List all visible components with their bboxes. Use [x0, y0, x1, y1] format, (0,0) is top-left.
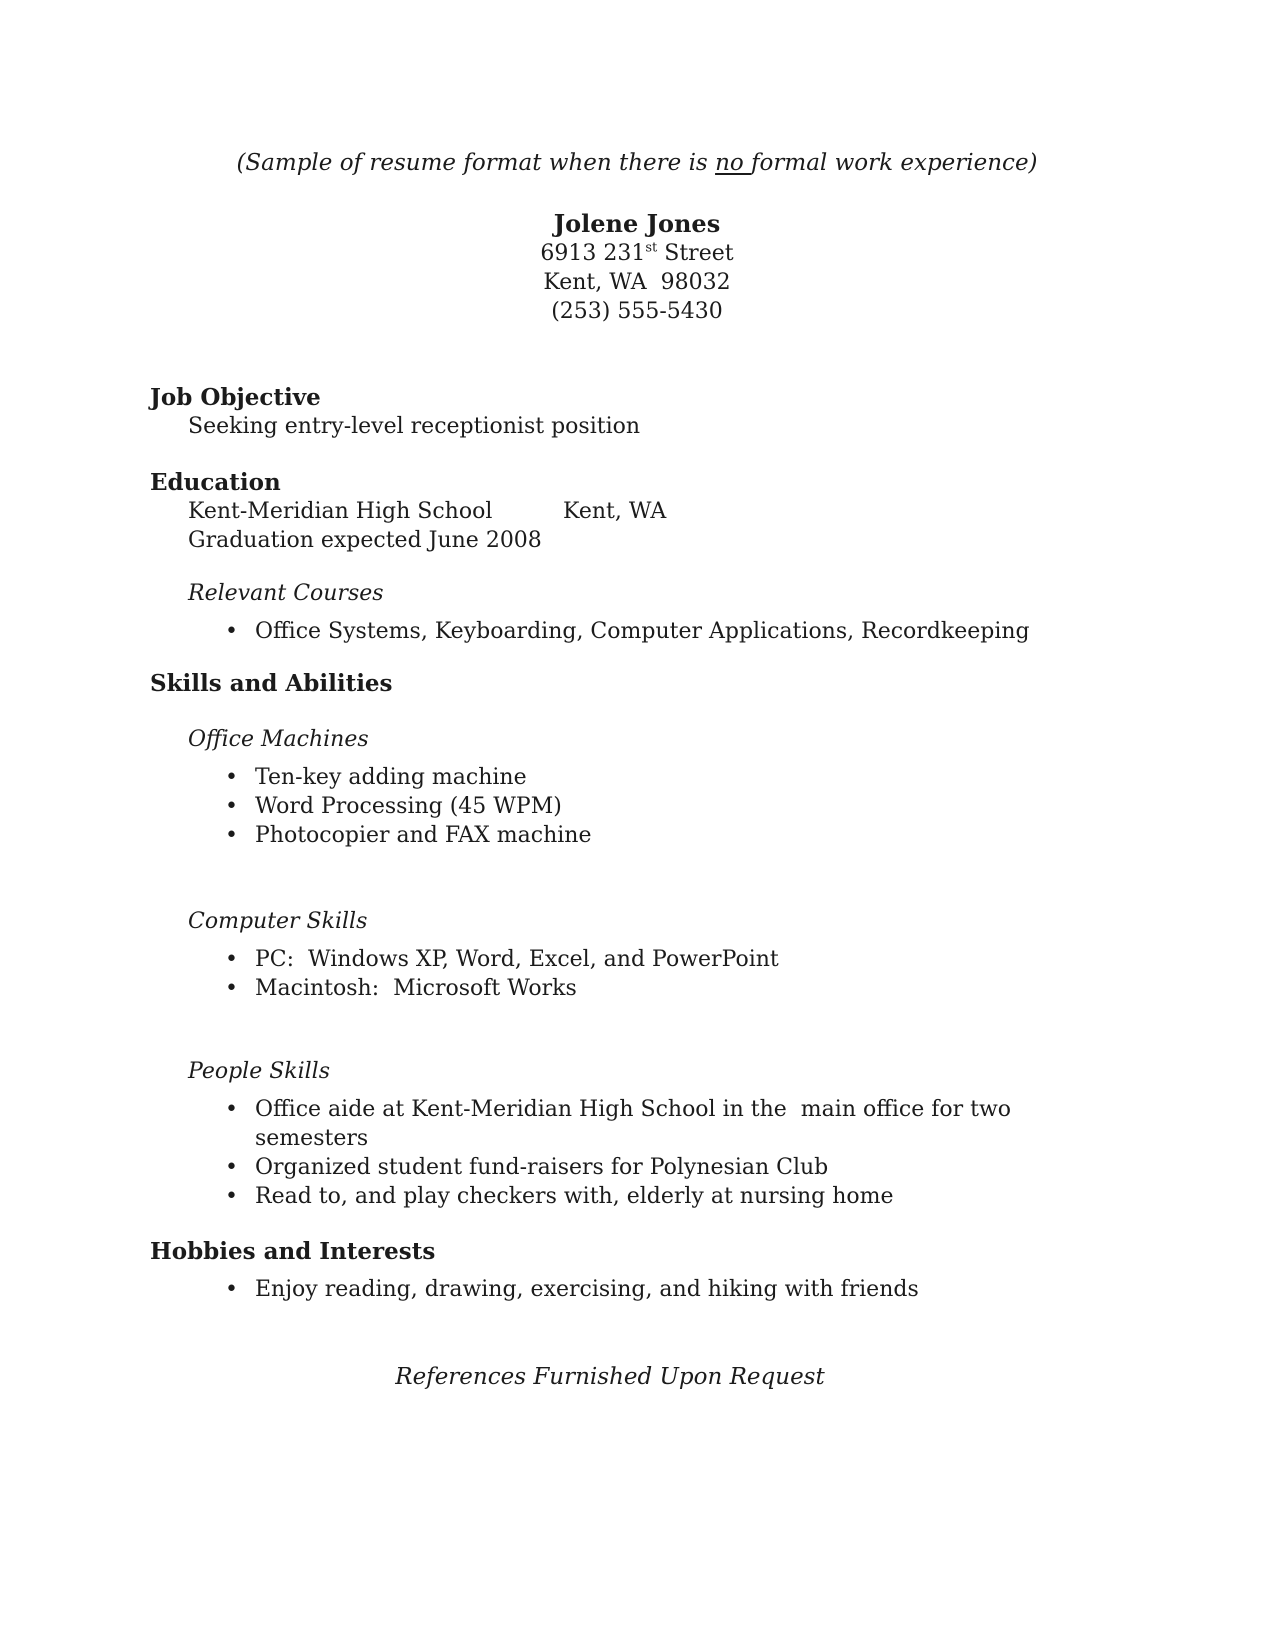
office-machines-list — [150, 763, 1124, 850]
sample-note-underlined-word: no — [715, 150, 752, 176]
people-skill-item: • Office aide at Kent-Meridian High School in the main office for two semesters — [255, 1095, 1124, 1153]
subheading-computer-skills: Computer Skills — [188, 909, 368, 934]
candidate-name: Jolene Jones — [553, 209, 721, 238]
sample-note-suffix: formal work experience) — [751, 150, 1038, 176]
sample-note-prefix: (Sample of resume format when there is — [236, 150, 716, 176]
computer-skill-item: • Macintosh: Microsoft Works — [255, 974, 1124, 1003]
people-skills-list — [150, 1095, 1124, 1211]
job-objective-text: Seeking entry-level receptionist position — [188, 414, 641, 439]
references-note: References Furnished Upon Request — [395, 1364, 825, 1390]
school-name: Kent-Meridian High School — [188, 499, 493, 524]
street-address — [150, 239, 1124, 268]
sample-note — [150, 149, 1124, 178]
office-machine-item: • Ten-key adding machine — [255, 763, 1124, 792]
computer-skills-list — [150, 945, 1124, 1003]
section-heading-education: Education — [150, 469, 281, 496]
phone-number: (253) 555-5430 — [551, 299, 723, 324]
hobbies-list — [150, 1275, 1124, 1304]
course-item: • Office Systems, Keyboarding, Computer Applications, Recordkeeping — [255, 617, 1124, 646]
people-skill-item: • Read to, and play checkers with, elderly at nursing home — [255, 1182, 1124, 1211]
street-name: Street — [657, 241, 734, 266]
section-heading-skills-and-abilities: Skills and Abilities — [150, 670, 393, 697]
street-ordinal-suffix: st — [645, 240, 658, 256]
subheading-relevant-courses: Relevant Courses — [188, 581, 384, 606]
subheading-people-skills: People Skills — [188, 1059, 331, 1084]
people-skill-item: • Organized student fund-raisers for Polynesian Club — [255, 1153, 1124, 1182]
subheading-office-machines: Office Machines — [188, 727, 369, 752]
computer-skill-item: • PC: Windows XP, Word, Excel, and PowerPoint — [255, 945, 1124, 974]
city-state-zip: Kent, WA 98032 — [543, 270, 731, 295]
street-number: 6913 231 — [540, 241, 646, 266]
school-location: Kent, WA — [563, 499, 667, 524]
hobby-item: • Enjoy reading, drawing, exercising, and hiking with friends — [255, 1275, 1124, 1304]
relevant-courses-list — [150, 617, 1124, 646]
section-heading-hobbies-and-interests: Hobbies and Interests — [150, 1238, 436, 1265]
education-school-line — [188, 497, 1124, 526]
graduation-date: Graduation expected June 2008 — [188, 528, 542, 553]
contact-header — [150, 209, 1124, 326]
office-machine-item: • Photocopier and FAX machine — [255, 821, 1124, 850]
section-heading-job-objective: Job Objective — [150, 384, 321, 411]
office-machine-item: • Word Processing (45 WPM) — [255, 792, 1124, 821]
